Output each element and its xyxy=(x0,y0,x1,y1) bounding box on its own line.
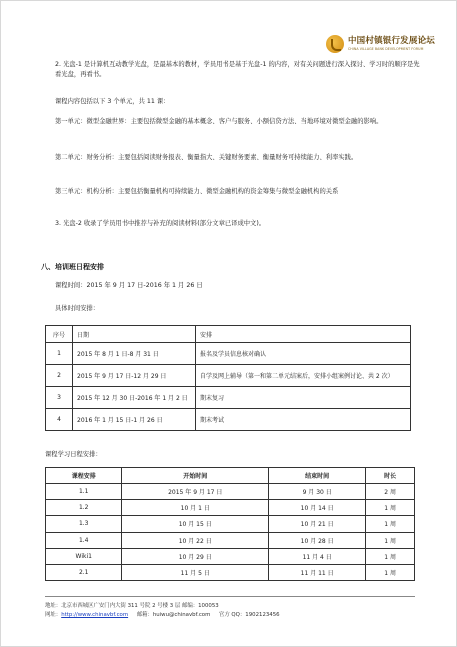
table-cell: 10 月 22 日 xyxy=(122,532,269,548)
table-cell: 10 月 1 日 xyxy=(122,500,269,516)
footer-divider xyxy=(45,596,415,597)
table-row xyxy=(46,343,411,365)
table-row xyxy=(46,516,415,532)
table-cell: 10 月 29 日 xyxy=(122,548,269,564)
header-cell: 开始时间 xyxy=(122,468,269,484)
table-cell: 2015 年 9 月 17 日-12 月 29 日 xyxy=(73,365,196,387)
table-cell: 11 月 4 日 xyxy=(269,548,366,564)
table-header-row xyxy=(46,468,415,484)
cvbf-logo-icon xyxy=(326,35,344,53)
table-cell: 2015 年 8 月 1 日-8 月 31 日 xyxy=(73,343,196,365)
website-link[interactable]: http://www.chinavbf.com xyxy=(61,612,129,618)
table-header-row xyxy=(46,326,411,343)
table-row xyxy=(46,532,415,548)
table-cell: 2016 年 1 月 15 日-1 月 26 日 xyxy=(73,409,196,431)
unit-2: 第二单元：财务分析：主要包括阅读财务报表、衡量指大、关键财务要素、衡量财务可持续能力、利率实践。 xyxy=(55,154,358,161)
table-cell: 3 xyxy=(46,387,73,409)
table-cell: 1.2 xyxy=(46,500,122,516)
study-schedule-table xyxy=(45,467,415,581)
table-cell: 1.1 xyxy=(46,484,122,500)
header-cell: 结束时间 xyxy=(269,468,366,484)
paragraph-cd1: 2. 光盘-1 是计算机互动教学光盘，是最基本的教材，学员用书是基于光盘-1 的内容，对有关问题进行深入探讨、学习时的顺序是先看光盘，再看书。 xyxy=(55,61,420,78)
table-cell: 期末复习 xyxy=(196,387,411,409)
table-row xyxy=(46,548,415,564)
table-cell: 1 xyxy=(46,343,73,365)
table-row xyxy=(46,484,415,500)
unit-3: 第三单元：机构分析：主要包括衡量机构可持续能力、微型金融机构的资金筹集与微型金融机构的关系 xyxy=(55,188,339,195)
table-cell: 9 月 30 日 xyxy=(269,484,366,500)
table-cell: 4 xyxy=(46,409,73,431)
footer-email: 邮箱：huiwu@chinavbf.com xyxy=(136,612,211,618)
section-title: 八、培训班日程安排 xyxy=(41,263,104,271)
table-cell: 1 周 xyxy=(366,500,415,516)
table-cell: 10 月 14 日 xyxy=(269,500,366,516)
table-cell: Wiki1 xyxy=(46,548,122,564)
logo-name-en: CHINA VILLAGE BANK DEVELOPMENT FORUM xyxy=(347,46,424,51)
footer-qq: 官方 QQ：1902123456 xyxy=(218,612,280,618)
study-schedule-label: 课程学习日程安排： xyxy=(45,451,102,458)
table-cell: 1.3 xyxy=(46,516,122,532)
footer-address: 地址：北京市西城区广安门内大街 311 号院 2 号楼 3 层 邮编：100053 xyxy=(45,603,219,609)
logo-name-cn: 中国村镇银行发展论坛 xyxy=(347,36,435,47)
unit-1: 第一单元：微型金融世界：主要包括微型金融的基本概念、客户与服务、小额信贷方法、当地环境对微型金融的影响。 xyxy=(55,118,383,125)
schedule-table xyxy=(45,325,411,431)
table-cell: 1 周 xyxy=(366,532,415,548)
table-cell: 期末考试 xyxy=(196,409,411,431)
table-row xyxy=(46,387,411,409)
table-cell: 1 周 xyxy=(366,548,415,564)
table-cell: 1 周 xyxy=(366,516,415,532)
table-cell: 10 月 21 日 xyxy=(269,516,366,532)
table-cell: 11 月 11 日 xyxy=(269,564,366,580)
table-cell: 2 xyxy=(46,365,73,387)
footer-contact xyxy=(45,611,280,619)
header-cell: 安排 xyxy=(196,326,411,343)
table-cell: 10 月 15 日 xyxy=(122,516,269,532)
table-cell: 报名及学员信息核对确认 xyxy=(196,343,411,365)
table-row xyxy=(46,500,415,516)
course-intro: 课程内容包括以下 3 个单元，共 11 课： xyxy=(55,98,170,105)
table-cell: 2015 年 12 月 30 日-2016 年 1 月 2 日 xyxy=(73,387,196,409)
header-cell: 课程安排 xyxy=(46,468,122,484)
course-time: 课程时间：2015 年 9 月 17 日-2016 年 1 月 26 日 xyxy=(55,282,203,289)
header-cell: 日期 xyxy=(73,326,196,343)
table-cell: 1 周 xyxy=(366,564,415,580)
table-cell: 1.4 xyxy=(46,532,122,548)
header-cell: 序号 xyxy=(46,326,73,343)
table-cell: 11 月 5 日 xyxy=(122,564,269,580)
table-cell: 10 月 28 日 xyxy=(269,532,366,548)
table-cell: 自学及网上辅导（第一和第二单元结案后，安排小组案例讨论、共 2 次） xyxy=(196,365,411,387)
table-row xyxy=(46,564,415,580)
table-row xyxy=(46,409,411,431)
table-cell: 2 周 xyxy=(366,484,415,500)
table-row xyxy=(46,365,411,387)
header-cell: 时长 xyxy=(366,468,415,484)
detail-schedule-label: 具体时间安排： xyxy=(55,305,100,312)
table-cell: 2015 年 9 月 17 日 xyxy=(122,484,269,500)
table-cell: 2.1 xyxy=(46,564,122,580)
header-logo xyxy=(326,35,435,53)
website-label: 网址： xyxy=(45,612,62,618)
paragraph-cd2: 3. 光盘-2 收录了学员用书中推荐与补充的阅读材料(部分文章已译成中文)。 xyxy=(55,220,266,227)
